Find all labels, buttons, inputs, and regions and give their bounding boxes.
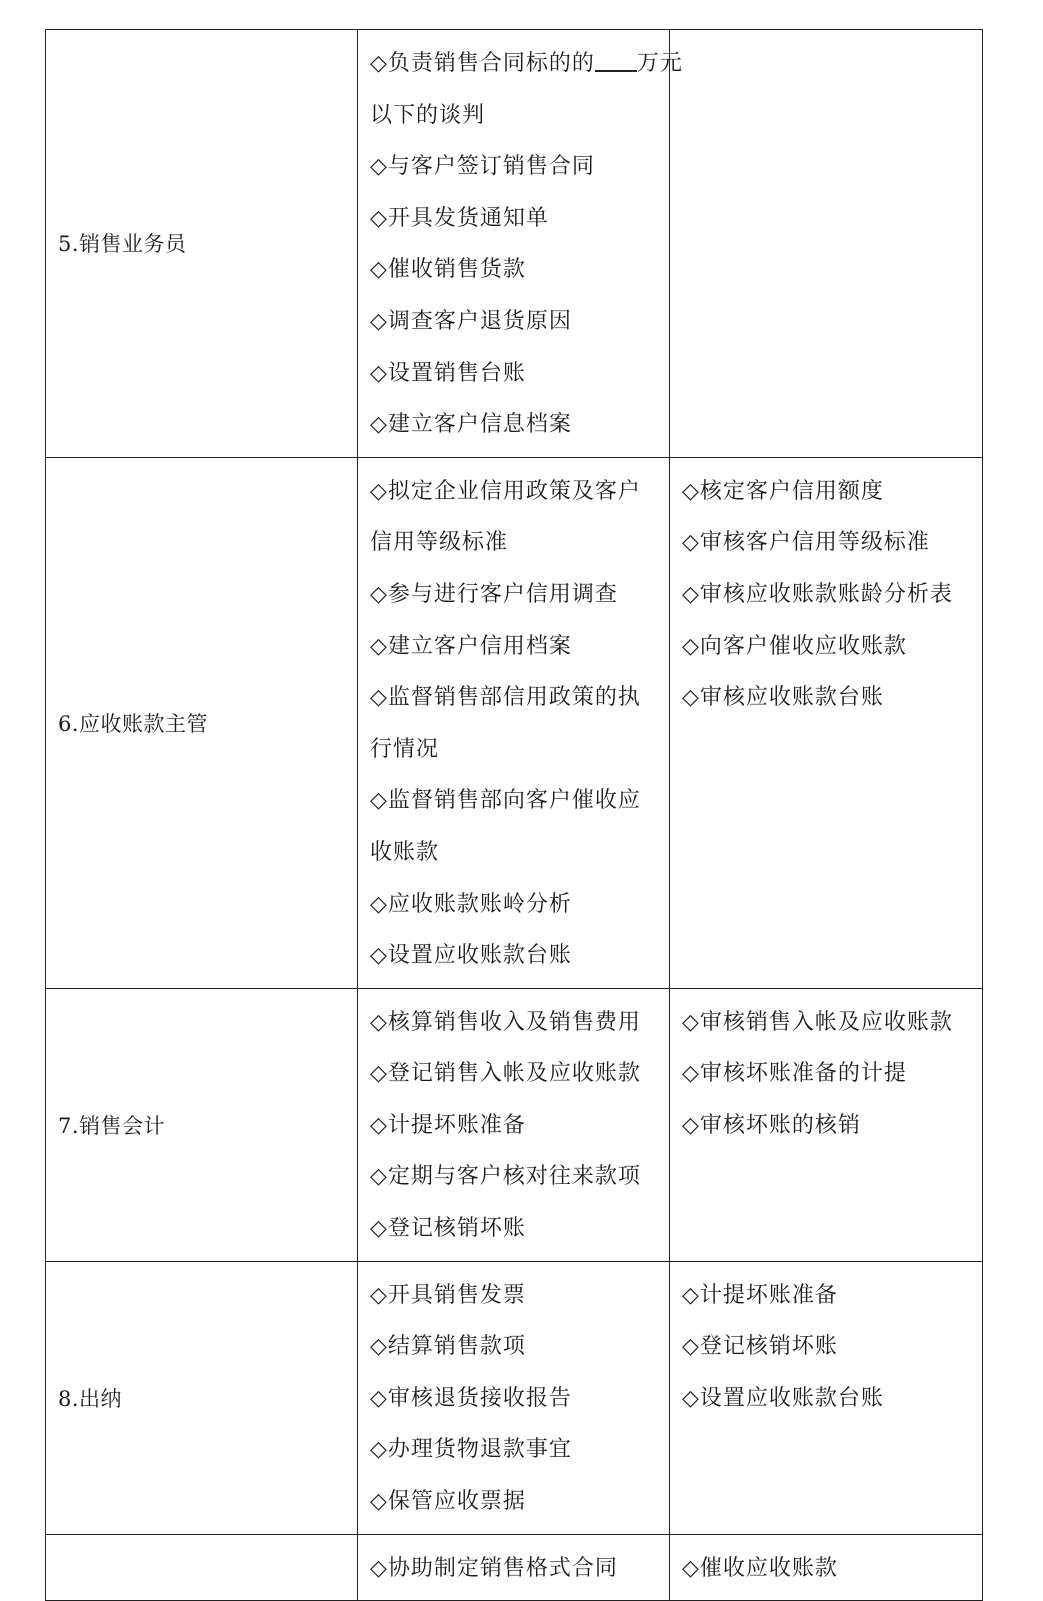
duty-item: ◇登记核销坏账 [370,1216,526,1242]
role-cell [46,457,358,988]
duties-list [358,458,669,988]
role-label: 8.出纳 [58,1386,123,1411]
duties-cell [358,1261,670,1534]
role-cell [46,1261,358,1534]
table-row [46,457,983,988]
approvals-list [670,1262,982,1431]
duty-item: ◇开具发货通知单 [370,205,549,231]
approval-item: ◇核定客户信用额度 [682,478,884,504]
duty-item: ◇设置销售台账 [370,360,526,386]
duty-item: ◇登记销售入帐及应收账款 [370,1061,641,1087]
approvals-list [670,30,982,44]
approval-item: ◇设置应收账款台账 [682,1385,884,1411]
duties-cell [358,30,683,458]
table-row [46,1261,983,1534]
role-cell [46,30,358,458]
duty-item: 行情况 [370,736,440,762]
approval-item: ◇审核客户信用等级标准 [682,530,930,556]
duties-list [358,1262,669,1534]
duty-item: ◇监督销售部向客户催收应 [370,788,641,814]
duty-item: ◇拟定企业信用政策及客户 [370,478,641,504]
duty-item: ◇催收销售货款 [370,257,526,283]
duty-item: ◇办理货物退款事宜 [370,1437,572,1463]
approvals-cell [670,988,983,1261]
table-row [46,1534,983,1601]
duty-item: ◇开具销售发票 [370,1282,526,1308]
role-cell [46,1534,358,1601]
duties-list [358,989,669,1261]
approval-item: ◇审核销售入帐及应收账款 [682,1009,953,1035]
duty-item: ◇保管应收票据 [370,1489,526,1515]
duty-text-suffix: 万元 [636,51,683,76]
duty-item: ◇监督销售部信用政策的执 [370,685,641,711]
role-label: 5.销售业务员 [58,232,187,257]
responsibility-table [45,29,983,1601]
approvals-cell [670,1261,983,1534]
duties-list [358,1535,669,1601]
duty-text-prefix: ◇负责销售合同标的的 [370,51,595,76]
duty-item: ◇调查客户退货原因 [370,308,572,334]
approvals-cell [670,30,983,458]
approval-item: ◇审核应收账款账龄分析表 [682,581,953,607]
approvals-list [670,1535,982,1601]
duty-item: ◇与客户签订销售合同 [370,154,595,180]
duty-item: ◇计提坏账准备 [370,1112,526,1138]
approval-item: ◇计提坏账准备 [682,1282,838,1308]
table-row [46,988,983,1261]
approvals-cell [670,457,983,988]
duty-item [370,38,683,90]
approval-item: ◇审核坏账的核销 [682,1112,861,1138]
duty-item: ◇建立客户信息档案 [370,412,572,438]
table-row [46,30,983,458]
duty-item: ◇设置应收账款台账 [370,943,572,969]
approval-item: ◇登记核销坏账 [682,1334,838,1360]
role-cell [46,988,358,1261]
duty-item: 信用等级标准 [370,530,509,556]
approval-item: ◇向客户催收应收账款 [682,633,907,659]
duty-item: ◇应收账款账岭分析 [370,891,572,917]
amount-blank [595,48,637,72]
approval-item: ◇审核坏账准备的计提 [682,1061,907,1087]
duties-cell [358,1534,670,1601]
duty-item: ◇核算销售收入及销售费用 [370,1009,641,1035]
duty-item: ◇协助制定销售格式合同 [370,1555,618,1581]
duties-list [358,30,683,457]
approvals-list [670,989,982,1158]
duty-item: ◇定期与客户核对往来款项 [370,1164,641,1190]
table-body [46,30,983,1601]
approval-item: ◇审核应收账款台账 [682,685,884,711]
duty-item: ◇结算销售款项 [370,1334,526,1360]
duty-item: 收账款 [370,839,440,865]
duty-item: 以下的谈判 [370,102,486,128]
duty-item: ◇参与进行客户信用调查 [370,581,618,607]
approvals-cell [670,1534,983,1601]
duty-item: ◇审核退货接收报告 [370,1385,572,1411]
duties-cell [358,988,670,1261]
approvals-list [670,458,982,730]
approval-item: ◇催收应收账款 [682,1555,838,1581]
role-label: 6.应收账款主管 [58,711,209,736]
duty-item: ◇建立客户信用档案 [370,633,572,659]
role-label: 7.销售会计 [58,1113,166,1138]
duties-cell [358,457,670,988]
